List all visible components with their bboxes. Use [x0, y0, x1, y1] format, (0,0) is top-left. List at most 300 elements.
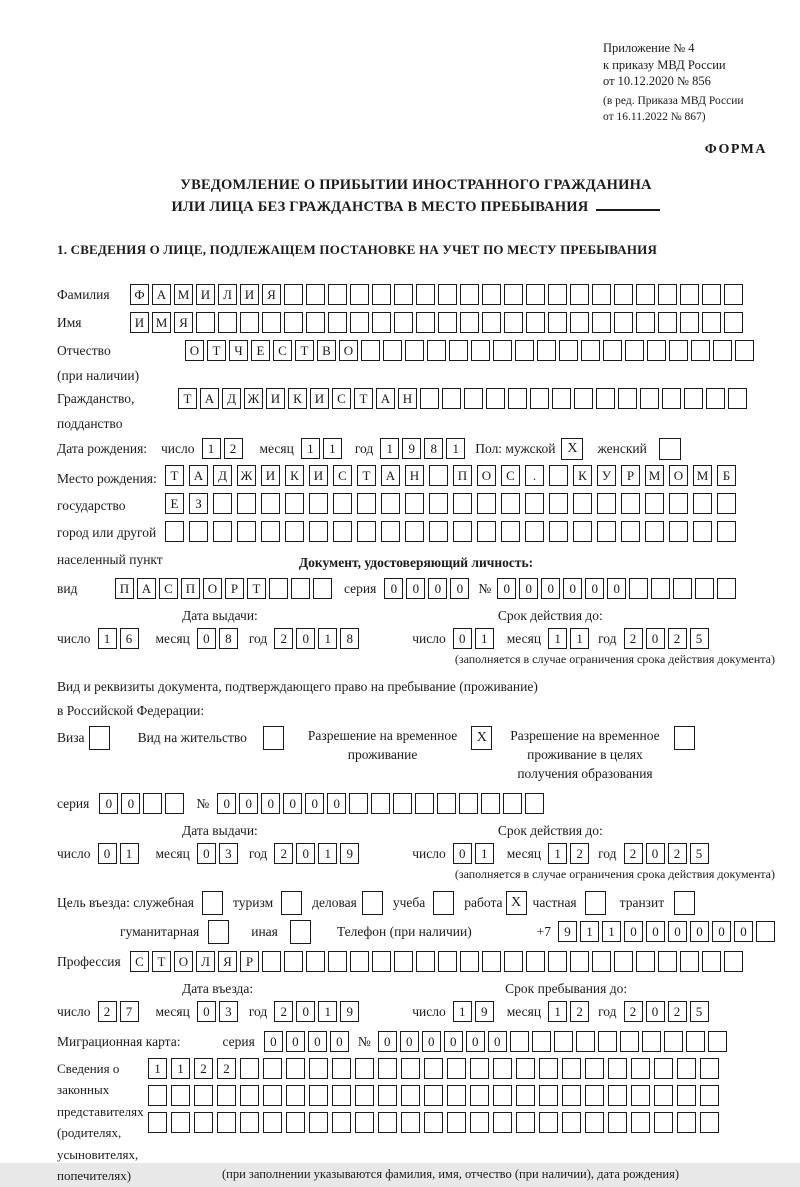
char-cell[interactable] [501, 521, 520, 542]
char-cell[interactable]: 0 [453, 843, 472, 864]
char-cell[interactable] [217, 1085, 236, 1106]
char-cell[interactable] [328, 312, 347, 333]
char-cell[interactable] [165, 793, 184, 814]
char-cell[interactable]: 2 [570, 843, 589, 864]
char-cell[interactable]: 1 [318, 628, 337, 649]
char-cell[interactable] [702, 312, 721, 333]
char-cell[interactable] [695, 578, 714, 599]
char-cell[interactable]: 0 [541, 578, 560, 599]
char-cell[interactable] [194, 1112, 213, 1133]
char-cell[interactable] [493, 1058, 512, 1079]
char-cell[interactable] [669, 493, 688, 514]
char-cell[interactable]: С [332, 388, 351, 409]
char-cell[interactable]: Ж [237, 465, 256, 486]
char-cell[interactable] [405, 340, 424, 361]
char-cell[interactable] [501, 493, 520, 514]
char-cell[interactable] [194, 1085, 213, 1106]
char-cell[interactable]: 0 [466, 1031, 485, 1052]
char-cell[interactable]: 0 [98, 843, 117, 864]
char-cell[interactable] [658, 951, 677, 972]
char-cell[interactable] [405, 521, 424, 542]
char-cell[interactable] [636, 312, 655, 333]
char-cell[interactable] [262, 951, 281, 972]
char-cell[interactable] [717, 521, 736, 542]
char-cell[interactable] [333, 521, 352, 542]
char-cell[interactable] [355, 1058, 374, 1079]
char-cell[interactable] [700, 1085, 719, 1106]
char-cell[interactable]: 0 [197, 628, 216, 649]
char-cell[interactable]: 9 [340, 843, 359, 864]
char-cell[interactable] [171, 1085, 190, 1106]
char-cell[interactable] [585, 1112, 604, 1133]
char-cell[interactable] [549, 521, 568, 542]
char-cell[interactable]: 1 [580, 921, 599, 942]
char-cell[interactable] [357, 521, 376, 542]
char-cell[interactable]: 0 [734, 921, 753, 942]
char-cell[interactable]: 2 [217, 1058, 236, 1079]
char-cell[interactable] [576, 1031, 595, 1052]
char-cell[interactable]: 0 [261, 793, 280, 814]
char-cell[interactable] [372, 284, 391, 305]
char-cell[interactable] [597, 521, 616, 542]
char-cell[interactable] [549, 493, 568, 514]
char-cell[interactable]: П [115, 578, 134, 599]
char-cell[interactable]: 0 [690, 921, 709, 942]
char-cell[interactable] [378, 1058, 397, 1079]
char-cell[interactable] [614, 284, 633, 305]
char-cell[interactable] [306, 312, 325, 333]
char-cell[interactable]: 1 [475, 843, 494, 864]
char-cell[interactable] [355, 1085, 374, 1106]
char-cell[interactable] [401, 1112, 420, 1133]
char-cell[interactable] [631, 1112, 650, 1133]
char-cell[interactable] [640, 388, 659, 409]
char-cell[interactable]: П [181, 578, 200, 599]
char-cell[interactable] [143, 793, 162, 814]
char-cell[interactable] [420, 388, 439, 409]
char-cell[interactable] [306, 951, 325, 972]
char-cell[interactable] [680, 284, 699, 305]
char-cell[interactable]: И [130, 312, 149, 333]
char-cell[interactable]: И [196, 284, 215, 305]
char-cell[interactable] [573, 493, 592, 514]
char-cell[interactable] [654, 1058, 673, 1079]
char-cell[interactable]: М [693, 465, 712, 486]
char-cell[interactable]: 0 [712, 921, 731, 942]
checkbox-visa[interactable] [89, 726, 110, 750]
char-cell[interactable] [429, 465, 448, 486]
char-cell[interactable]: 0 [422, 1031, 441, 1052]
char-cell[interactable]: 5 [690, 1001, 709, 1022]
char-cell[interactable] [240, 1058, 259, 1079]
char-cell[interactable]: 0 [624, 921, 643, 942]
char-cell[interactable]: М [645, 465, 664, 486]
char-cell[interactable]: Е [165, 493, 184, 514]
char-cell[interactable] [405, 493, 424, 514]
char-cell[interactable]: А [152, 284, 171, 305]
char-cell[interactable]: У [597, 465, 616, 486]
char-cell[interactable] [449, 340, 468, 361]
char-cell[interactable]: 2 [274, 628, 293, 649]
char-cell[interactable]: С [273, 340, 292, 361]
char-cell[interactable] [631, 1085, 650, 1106]
char-cell[interactable]: 0 [519, 578, 538, 599]
char-cell[interactable]: О [174, 951, 193, 972]
char-cell[interactable] [647, 340, 666, 361]
char-cell[interactable] [526, 951, 545, 972]
char-cell[interactable]: 5 [690, 628, 709, 649]
char-cell[interactable] [291, 578, 310, 599]
char-cell[interactable] [592, 312, 611, 333]
char-cell[interactable] [510, 1031, 529, 1052]
char-cell[interactable] [349, 793, 368, 814]
char-cell[interactable] [562, 1058, 581, 1079]
char-cell[interactable] [562, 1112, 581, 1133]
char-cell[interactable]: Т [165, 465, 184, 486]
char-cell[interactable]: К [573, 465, 592, 486]
char-cell[interactable] [691, 340, 710, 361]
char-cell[interactable]: Я [262, 284, 281, 305]
char-cell[interactable] [471, 340, 490, 361]
char-cell[interactable]: П [453, 465, 472, 486]
char-cell[interactable]: 1 [570, 628, 589, 649]
char-cell[interactable] [333, 493, 352, 514]
checkbox-business[interactable] [362, 891, 383, 915]
char-cell[interactable] [515, 340, 534, 361]
char-cell[interactable]: Т [207, 340, 226, 361]
char-cell[interactable] [350, 951, 369, 972]
char-cell[interactable] [261, 521, 280, 542]
char-cell[interactable] [269, 578, 288, 599]
char-cell[interactable] [526, 284, 545, 305]
char-cell[interactable]: М [174, 284, 193, 305]
char-cell[interactable]: О [185, 340, 204, 361]
char-cell[interactable] [460, 284, 479, 305]
char-cell[interactable] [213, 493, 232, 514]
checkbox-female[interactable] [659, 438, 681, 460]
char-cell[interactable]: 0 [296, 1001, 315, 1022]
char-cell[interactable]: 0 [450, 578, 469, 599]
char-cell[interactable] [735, 340, 754, 361]
char-cell[interactable]: С [130, 951, 149, 972]
char-cell[interactable] [482, 284, 501, 305]
char-cell[interactable]: 1 [120, 843, 139, 864]
char-cell[interactable]: 2 [274, 843, 293, 864]
char-cell[interactable] [464, 388, 483, 409]
char-cell[interactable] [286, 1112, 305, 1133]
char-cell[interactable] [332, 1058, 351, 1079]
char-cell[interactable]: 0 [646, 628, 665, 649]
char-cell[interactable]: Ч [229, 340, 248, 361]
char-cell[interactable]: К [288, 388, 307, 409]
char-cell[interactable] [700, 1112, 719, 1133]
char-cell[interactable]: 0 [197, 843, 216, 864]
char-cell[interactable] [306, 284, 325, 305]
char-cell[interactable]: А [189, 465, 208, 486]
char-cell[interactable] [562, 1085, 581, 1106]
char-cell[interactable] [378, 1112, 397, 1133]
char-cell[interactable] [148, 1085, 167, 1106]
char-cell[interactable] [437, 793, 456, 814]
char-cell[interactable]: 0 [296, 843, 315, 864]
char-cell[interactable]: Ф [130, 284, 149, 305]
char-cell[interactable] [585, 1058, 604, 1079]
char-cell[interactable]: 8 [219, 628, 238, 649]
char-cell[interactable] [516, 1085, 535, 1106]
char-cell[interactable] [218, 312, 237, 333]
char-cell[interactable] [217, 1112, 236, 1133]
char-cell[interactable]: 2 [668, 843, 687, 864]
char-cell[interactable]: 9 [475, 1001, 494, 1022]
char-cell[interactable] [570, 951, 589, 972]
char-cell[interactable]: Р [621, 465, 640, 486]
char-cell[interactable]: 2 [668, 1001, 687, 1022]
char-cell[interactable]: 0 [296, 628, 315, 649]
char-cell[interactable] [504, 951, 523, 972]
char-cell[interactable]: В [317, 340, 336, 361]
char-cell[interactable] [309, 1058, 328, 1079]
char-cell[interactable] [654, 1085, 673, 1106]
checkbox-other-purpose[interactable] [290, 920, 311, 944]
char-cell[interactable]: 2 [624, 628, 643, 649]
char-cell[interactable]: 1 [318, 1001, 337, 1022]
char-cell[interactable]: 1 [318, 843, 337, 864]
char-cell[interactable]: 0 [308, 1031, 327, 1052]
char-cell[interactable]: Д [213, 465, 232, 486]
char-cell[interactable] [686, 1031, 705, 1052]
char-cell[interactable] [447, 1085, 466, 1106]
char-cell[interactable] [651, 578, 670, 599]
char-cell[interactable] [598, 1031, 617, 1052]
char-cell[interactable] [700, 1058, 719, 1079]
char-cell[interactable]: Т [357, 465, 376, 486]
char-cell[interactable] [477, 493, 496, 514]
char-cell[interactable] [332, 1112, 351, 1133]
char-cell[interactable] [669, 340, 688, 361]
char-cell[interactable] [724, 951, 743, 972]
char-cell[interactable] [559, 340, 578, 361]
char-cell[interactable] [525, 793, 544, 814]
char-cell[interactable] [552, 388, 571, 409]
char-cell[interactable] [381, 521, 400, 542]
char-cell[interactable] [453, 493, 472, 514]
char-cell[interactable] [313, 578, 332, 599]
char-cell[interactable] [585, 1085, 604, 1106]
char-cell[interactable]: 0 [488, 1031, 507, 1052]
char-cell[interactable]: 0 [668, 921, 687, 942]
char-cell[interactable]: Л [196, 951, 215, 972]
checkbox-residence-permit[interactable] [263, 726, 284, 750]
char-cell[interactable]: 9 [558, 921, 577, 942]
char-cell[interactable]: Н [405, 465, 424, 486]
char-cell[interactable] [416, 312, 435, 333]
char-cell[interactable]: 1 [380, 438, 399, 459]
char-cell[interactable] [477, 521, 496, 542]
char-cell[interactable]: 0 [197, 1001, 216, 1022]
char-cell[interactable] [570, 284, 589, 305]
char-cell[interactable]: 6 [120, 628, 139, 649]
char-cell[interactable]: 0 [99, 793, 118, 814]
char-cell[interactable] [756, 921, 775, 942]
char-cell[interactable] [724, 312, 743, 333]
char-cell[interactable]: С [501, 465, 520, 486]
char-cell[interactable]: 0 [646, 1001, 665, 1022]
char-cell[interactable] [482, 951, 501, 972]
char-cell[interactable]: 7 [120, 1001, 139, 1022]
char-cell[interactable] [447, 1058, 466, 1079]
char-cell[interactable]: Е [251, 340, 270, 361]
char-cell[interactable] [608, 1112, 627, 1133]
char-cell[interactable]: 1 [446, 438, 465, 459]
char-cell[interactable] [504, 284, 523, 305]
char-cell[interactable] [442, 388, 461, 409]
char-cell[interactable] [424, 1112, 443, 1133]
char-cell[interactable]: 3 [219, 1001, 238, 1022]
char-cell[interactable] [664, 1031, 683, 1052]
char-cell[interactable] [658, 284, 677, 305]
char-cell[interactable]: 0 [428, 578, 447, 599]
char-cell[interactable]: 2 [224, 438, 243, 459]
checkbox-edu-permit[interactable] [674, 726, 695, 750]
char-cell[interactable] [263, 1112, 282, 1133]
char-cell[interactable] [285, 493, 304, 514]
char-cell[interactable]: 2 [98, 1001, 117, 1022]
char-cell[interactable]: Т [152, 951, 171, 972]
char-cell[interactable] [554, 1031, 573, 1052]
char-cell[interactable] [470, 1058, 489, 1079]
char-cell[interactable]: 2 [194, 1058, 213, 1079]
char-cell[interactable] [261, 493, 280, 514]
checkbox-work[interactable]: X [506, 891, 527, 915]
char-cell[interactable]: Р [240, 951, 259, 972]
char-cell[interactable]: Я [218, 951, 237, 972]
char-cell[interactable] [537, 340, 556, 361]
char-cell[interactable] [574, 388, 593, 409]
char-cell[interactable] [526, 312, 545, 333]
char-cell[interactable]: 0 [646, 921, 665, 942]
checkbox-private[interactable] [585, 891, 606, 915]
char-cell[interactable] [658, 312, 677, 333]
char-cell[interactable]: 0 [497, 578, 516, 599]
char-cell[interactable] [702, 284, 721, 305]
char-cell[interactable]: К [285, 465, 304, 486]
char-cell[interactable] [680, 951, 699, 972]
char-cell[interactable] [401, 1085, 420, 1106]
char-cell[interactable]: 1 [171, 1058, 190, 1079]
checkbox-tourism[interactable] [281, 891, 302, 915]
char-cell[interactable] [429, 493, 448, 514]
checkbox-study[interactable] [433, 891, 454, 915]
char-cell[interactable] [357, 493, 376, 514]
char-cell[interactable]: 3 [219, 843, 238, 864]
char-cell[interactable] [570, 312, 589, 333]
char-cell[interactable]: Т [178, 388, 197, 409]
char-cell[interactable] [383, 340, 402, 361]
char-cell[interactable] [372, 951, 391, 972]
char-cell[interactable]: 0 [121, 793, 140, 814]
char-cell[interactable]: 0 [444, 1031, 463, 1052]
char-cell[interactable] [196, 312, 215, 333]
char-cell[interactable] [438, 312, 457, 333]
char-cell[interactable] [401, 1058, 420, 1079]
char-cell[interactable]: Б [717, 465, 736, 486]
char-cell[interactable]: 2 [274, 1001, 293, 1022]
char-cell[interactable]: И [310, 388, 329, 409]
char-cell[interactable]: 1 [323, 438, 342, 459]
char-cell[interactable]: Ж [244, 388, 263, 409]
char-cell[interactable]: М [152, 312, 171, 333]
char-cell[interactable]: 0 [384, 578, 403, 599]
char-cell[interactable] [424, 1058, 443, 1079]
char-cell[interactable]: 2 [624, 843, 643, 864]
char-cell[interactable] [642, 1031, 661, 1052]
char-cell[interactable] [481, 793, 500, 814]
char-cell[interactable] [693, 493, 712, 514]
char-cell[interactable] [493, 1112, 512, 1133]
char-cell[interactable] [636, 284, 655, 305]
char-cell[interactable]: 0 [283, 793, 302, 814]
char-cell[interactable]: 1 [475, 628, 494, 649]
checkbox-temp-permit[interactable]: X [471, 726, 492, 750]
char-cell[interactable] [486, 388, 505, 409]
char-cell[interactable] [284, 951, 303, 972]
char-cell[interactable] [416, 284, 435, 305]
char-cell[interactable] [508, 388, 527, 409]
char-cell[interactable]: 0 [400, 1031, 419, 1052]
char-cell[interactable] [332, 1085, 351, 1106]
char-cell[interactable] [284, 284, 303, 305]
char-cell[interactable]: Л [218, 284, 237, 305]
char-cell[interactable] [427, 340, 446, 361]
char-cell[interactable]: Т [247, 578, 266, 599]
char-cell[interactable] [548, 284, 567, 305]
char-cell[interactable] [240, 1112, 259, 1133]
char-cell[interactable] [394, 312, 413, 333]
char-cell[interactable]: 8 [424, 438, 443, 459]
char-cell[interactable] [171, 1112, 190, 1133]
char-cell[interactable] [548, 312, 567, 333]
char-cell[interactable] [350, 284, 369, 305]
char-cell[interactable] [394, 284, 413, 305]
char-cell[interactable]: И [240, 284, 259, 305]
char-cell[interactable] [625, 340, 644, 361]
char-cell[interactable]: 0 [607, 578, 626, 599]
char-cell[interactable] [592, 284, 611, 305]
char-cell[interactable] [237, 521, 256, 542]
char-cell[interactable] [662, 388, 681, 409]
char-cell[interactable] [262, 312, 281, 333]
char-cell[interactable] [618, 388, 637, 409]
char-cell[interactable] [460, 312, 479, 333]
char-cell[interactable] [381, 493, 400, 514]
char-cell[interactable] [284, 312, 303, 333]
char-cell[interactable] [530, 388, 549, 409]
char-cell[interactable] [240, 312, 259, 333]
char-cell[interactable]: Я [174, 312, 193, 333]
char-cell[interactable] [453, 521, 472, 542]
char-cell[interactable] [165, 521, 184, 542]
char-cell[interactable] [654, 1112, 673, 1133]
char-cell[interactable] [620, 1031, 639, 1052]
char-cell[interactable] [355, 1112, 374, 1133]
char-cell[interactable]: 0 [264, 1031, 283, 1052]
char-cell[interactable]: Т [295, 340, 314, 361]
char-cell[interactable]: 2 [570, 1001, 589, 1022]
char-cell[interactable]: 0 [330, 1031, 349, 1052]
char-cell[interactable] [470, 1112, 489, 1133]
char-cell[interactable]: 1 [98, 628, 117, 649]
char-cell[interactable]: 8 [340, 628, 359, 649]
